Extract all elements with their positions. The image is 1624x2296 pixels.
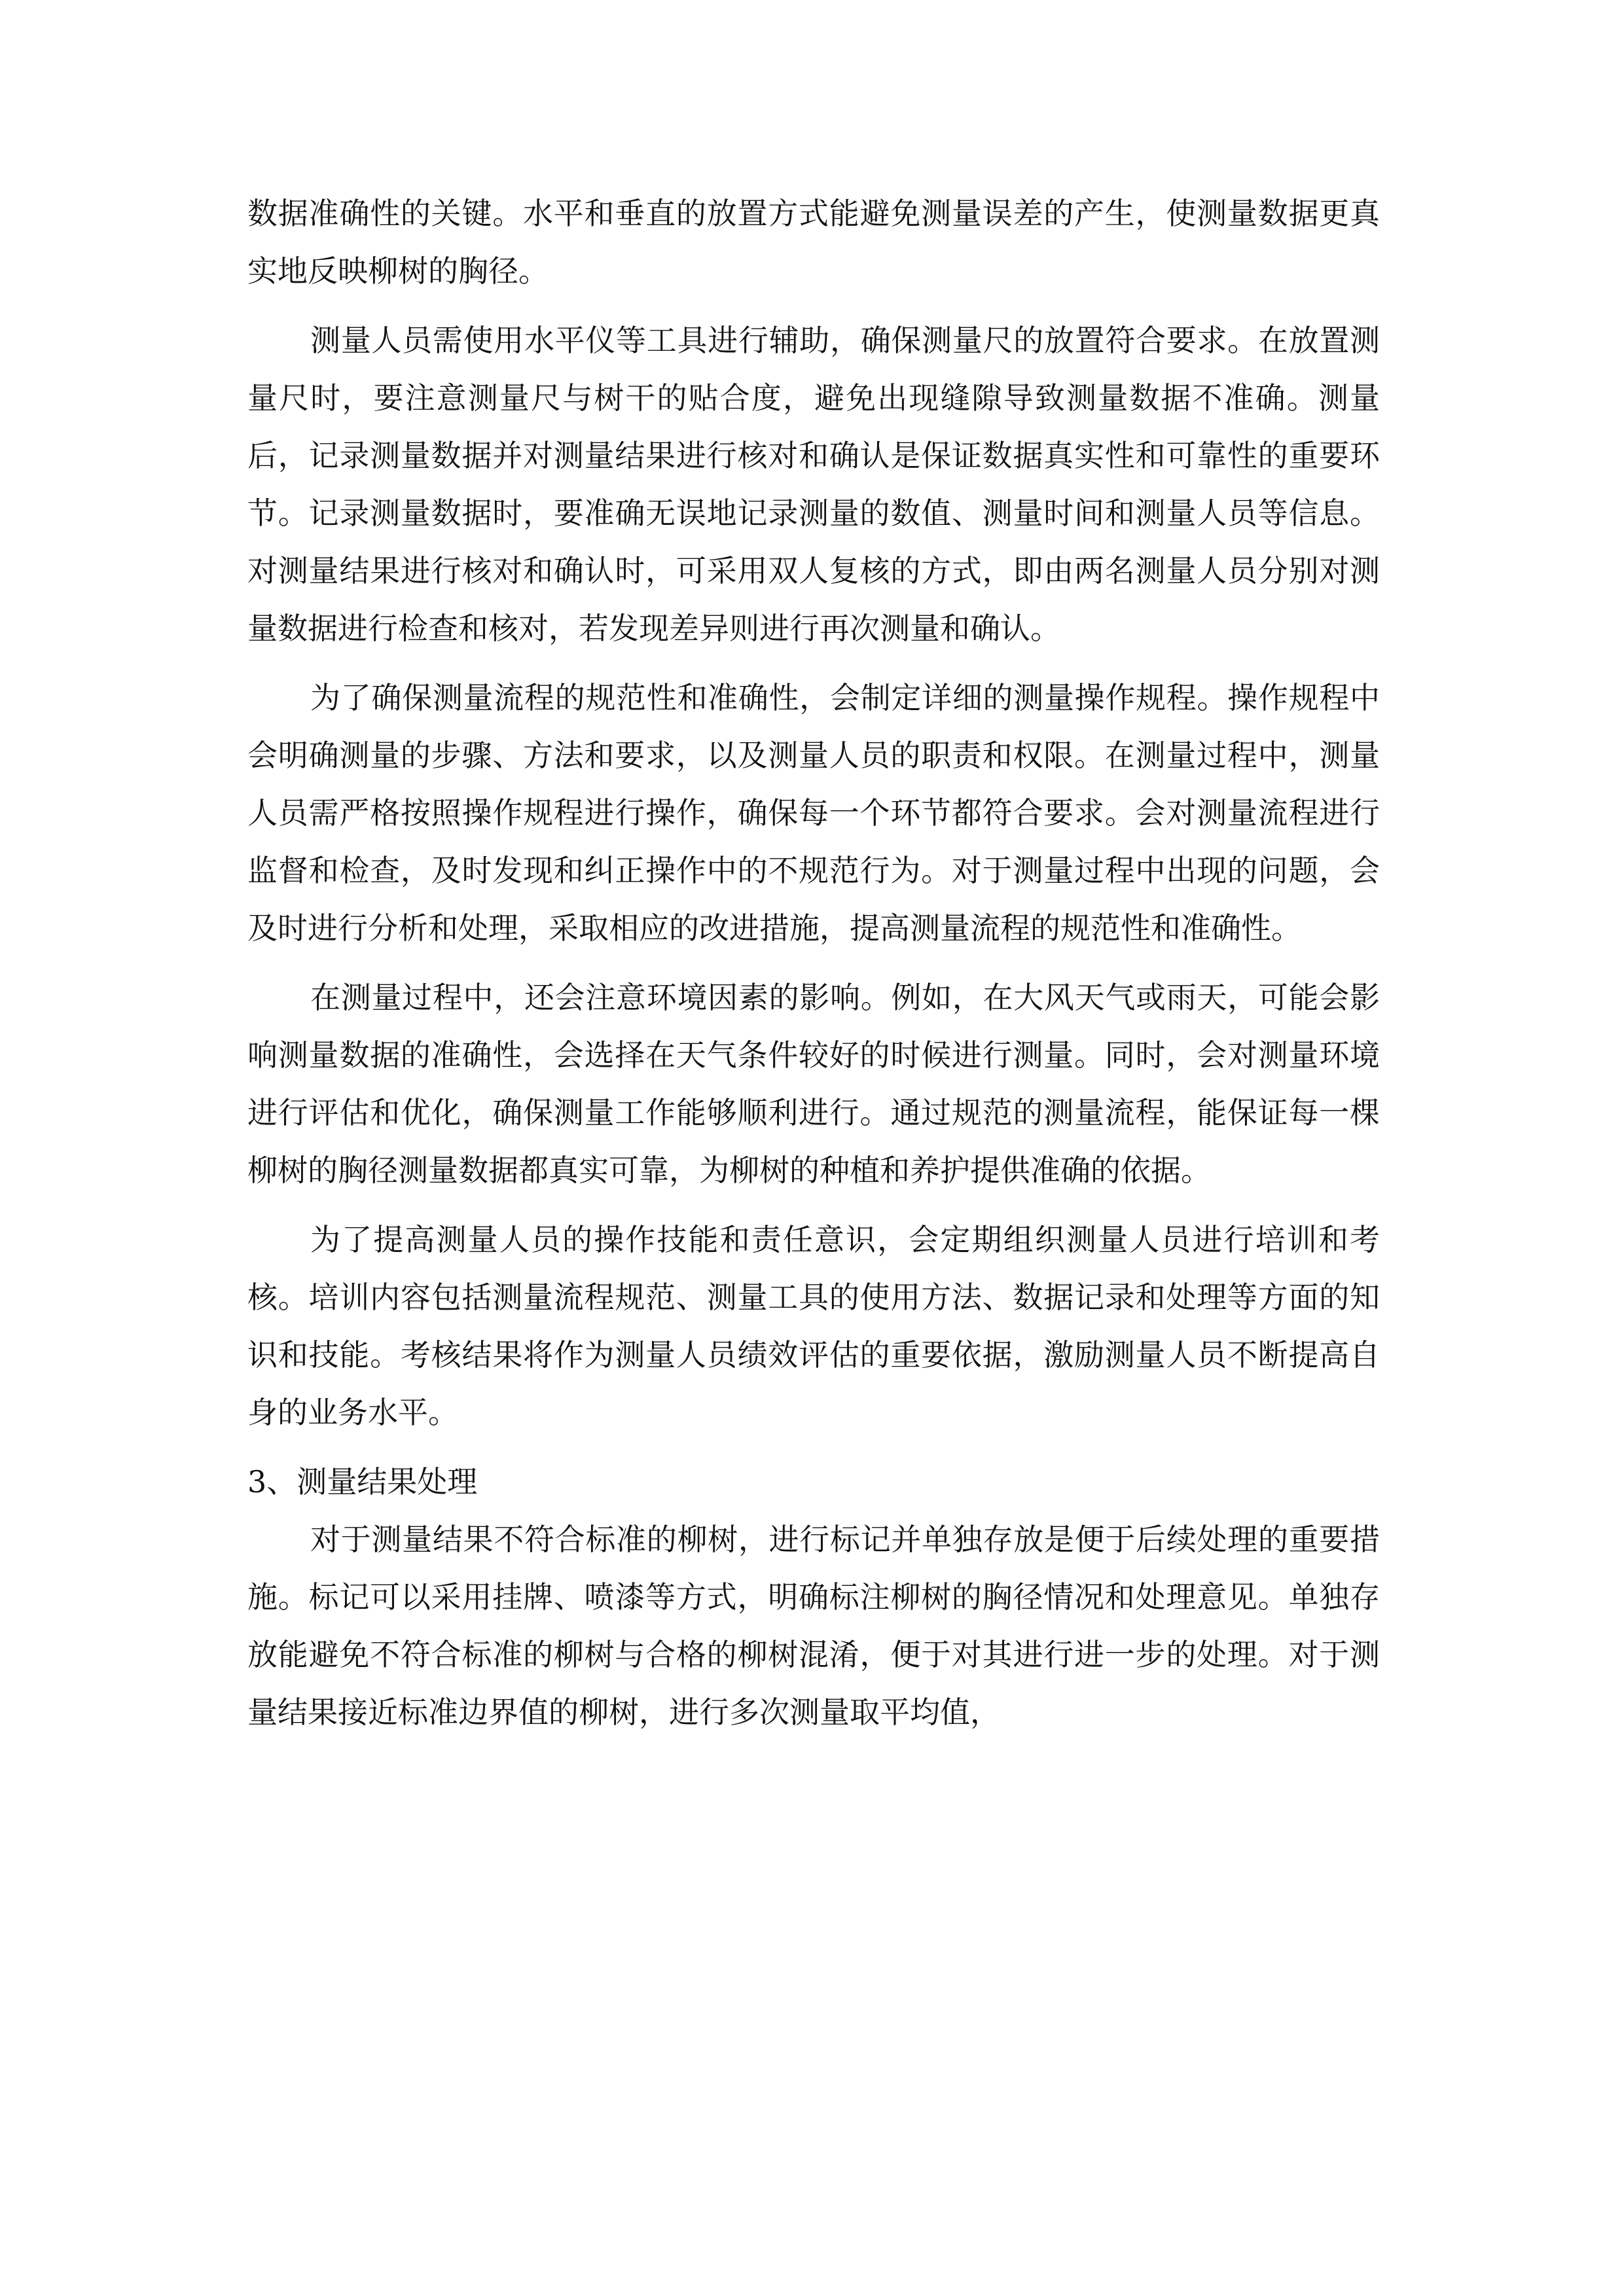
document-body — [247, 185, 1380, 1753]
paragraph-continuation: 数据准确性的关键。水平和垂直的放置方式能避免测量误差的产生，使测量数据更真实地反映柳树的胸径。 — [247, 196, 1380, 289]
paragraph-environment-factors: 在测量过程中，还会注意环境因素的影响。例如，在大风天气或雨天，可能会影响测量数据的准确性，会选择在天气条件较好的时候进行测量。同时，会对测量环境进行评估和优化，确保测量工作能够顺利进行。通过规范的测量流程，能保证每一棵柳树的胸径测量数据都真实可靠，为柳树的种植和养护提供准确的依据。 — [247, 980, 1380, 1188]
section-heading: 3、测量结果处理 — [247, 1464, 478, 1499]
paragraph-result-handling: 对于测量结果不符合标准的柳树，进行标记并单独存放是便于后续处理的重要措施。标记可以采用挂牌、喷漆等方式，明确标注柳树的胸径情况和处理意见。单独存放能避免不符合标准的柳树与合格的柳树混淆，便于对其进行进一步的处理。对于测量结果接近标准边界值的柳树，进行多次测量取平均值， — [247, 1522, 1380, 1730]
paragraph-operating-procedures: 为了确保测量流程的规范性和准确性，会制定详细的测量操作规程。操作规程中会明确测量的步骤、方法和要求，以及测量人员的职责和权限。在测量过程中，测量人员需严格按照操作规程进行操作，确保每一个环节都符合要求。会对测量流程进行监督和检查，及时发现和纠正操作中的不规范行为。对于测量过程中出现的问题，会及时进行分析和处理，采取相应的改进措施，提高测量流程的规范性和准确性。 — [247, 680, 1380, 946]
paragraph-measuring-tools: 测量人员需使用水平仪等工具进行辅助，确保测量尺的放置符合要求。在放置测量尺时，要注意测量尺与树干的贴合度，避免出现缝隙导致测量数据不准确。测量后，记录测量数据并对测量结果进行核对和确认是保证数据真实性和可靠性的重要环节。记录测量数据时，要准确无误地记录测量的数值、测量时间和测量人员等信息。对测量结果进行核对和确认时，可采用双人复核的方式，即由两名测量人员分别对测量数据进行检查和核对，若发现差异则进行再次测量和确认。 — [247, 323, 1380, 646]
paragraph-staff-training: 为了提高测量人员的操作技能和责任意识，会定期组织测量人员进行培训和考核。培训内容包括测量流程规范、测量工具的使用方法、数据记录和处理等方面的知识和技能。考核结果将作为测量人员绩效评估的重要依据，激励测量人员不断提高自身的业务水平。 — [247, 1222, 1380, 1430]
